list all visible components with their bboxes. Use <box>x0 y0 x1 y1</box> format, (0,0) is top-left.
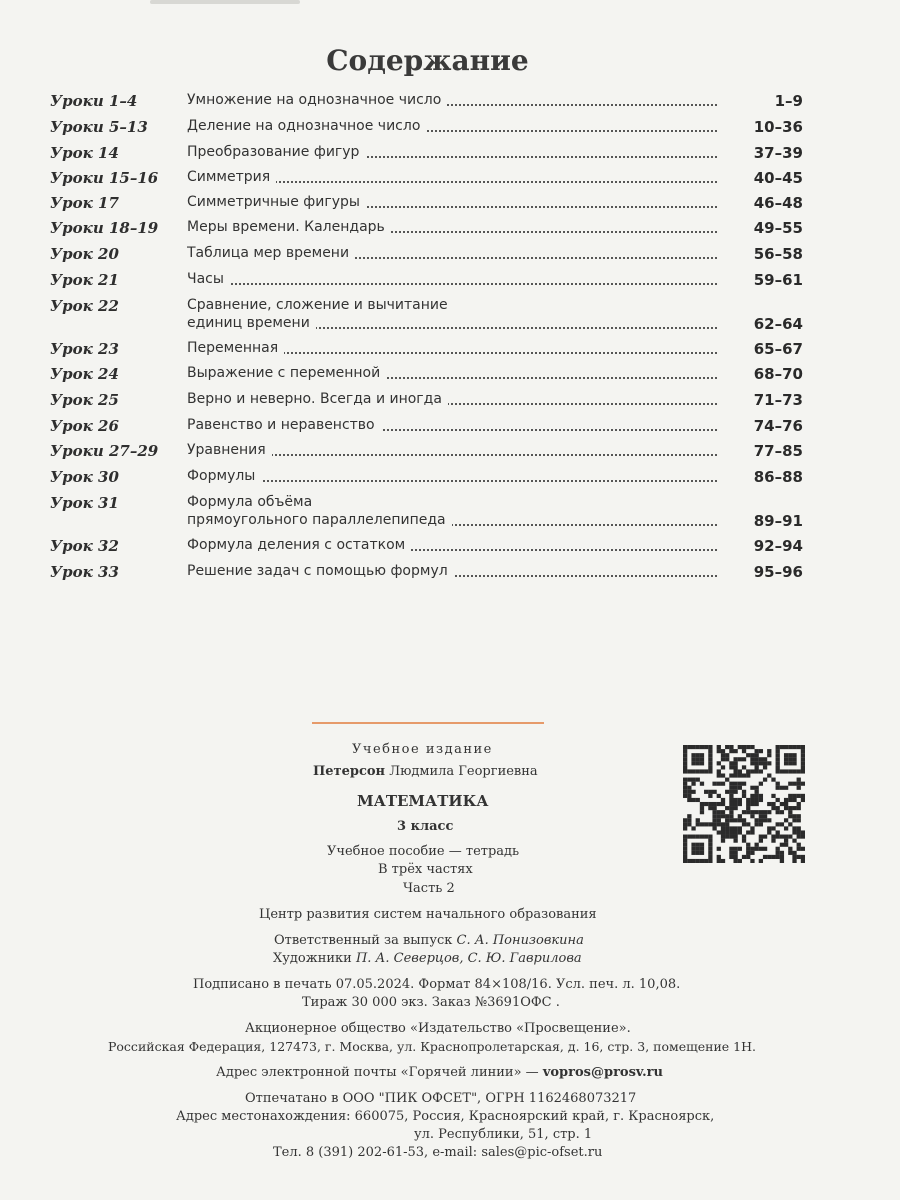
toc-topic <box>187 417 717 434</box>
toc-topic-text: Преобразование фигур <box>187 144 365 160</box>
toc-lesson: Урок 26 <box>50 417 119 435</box>
toc-topic <box>187 194 717 211</box>
toc-topic-text: Симметрия <box>187 169 276 185</box>
toc-topic-text: Часы <box>187 271 230 287</box>
toc-topic <box>187 118 717 135</box>
toc-topic <box>187 219 717 236</box>
hotline-label: Адрес электронной почты «Горячей линии» — <box>216 1065 539 1080</box>
toc-topic <box>187 494 717 529</box>
author <box>313 764 538 779</box>
publisher: Акционерное общество «Издательство «Просвещение». <box>245 1021 631 1036</box>
author-name: Людмила Георгиевна <box>389 764 538 779</box>
toc-pages: 1–9 <box>774 92 803 110</box>
toc-topic-text: Симметричные фигуры <box>187 194 366 210</box>
toc-lesson: Урок 25 <box>50 391 119 409</box>
book-part: Часть 2 <box>403 881 455 896</box>
toc-topic-text: Верно и неверно. Всегда и иногда <box>187 391 448 407</box>
toc-lesson: Урок 30 <box>50 468 119 486</box>
toc-topic-text: Формула деления с остатком <box>187 537 411 553</box>
edition-type: Учебное издание <box>352 742 493 757</box>
toc-pages: 77–85 <box>753 442 803 460</box>
toc-topic <box>187 92 717 109</box>
toc-lesson: Уроки 15–16 <box>50 169 159 187</box>
toc-topic-text: Сравнение, сложение и вычитание <box>187 297 448 313</box>
toc-leader-dots <box>187 283 717 285</box>
print-info: Подписано в печать 07.05.2024. Формат 84×108/16. Усл. печ. л. 10,08. <box>193 977 681 992</box>
responsible-editor <box>274 933 584 948</box>
toc-pages: 74–76 <box>753 417 803 435</box>
toc-topic <box>187 537 717 554</box>
toc-topic <box>187 563 717 580</box>
toc-pages: 92–94 <box>753 537 803 555</box>
printer-address-line-1: Адрес местонахождения: 660075, Россия, Красноярский край, г. Красноярск, <box>176 1109 715 1124</box>
book-subject: МАТЕМАТИКА <box>357 792 489 810</box>
toc-lesson: Уроки 27–29 <box>50 442 159 460</box>
toc-lesson: Урок 32 <box>50 537 119 555</box>
toc-topic-text: Равенство и неравенство <box>187 417 381 433</box>
book-grade: 3 класс <box>397 819 454 834</box>
toc-topic <box>187 365 717 382</box>
toc-lesson: Уроки 5–13 <box>50 118 148 136</box>
toc-pages: 40–45 <box>753 169 803 187</box>
toc-pages: 68–70 <box>753 365 803 383</box>
printer: Отпечатано в ООО "ПИК ОФСЕТ", ОГРН 1162468073217 <box>245 1091 637 1106</box>
toc-topic-text: прямоугольного параллелепипеда <box>187 512 452 528</box>
toc-pages: 62–64 <box>753 315 803 333</box>
printer-address-line-2: ул. Республики, 51, стр. 1 <box>414 1127 593 1142</box>
toc-lesson: Уроки 1–4 <box>50 92 138 110</box>
hotline-email: vopros@prosv.ru <box>542 1065 663 1080</box>
toc-topic-text: Формула объёма <box>187 494 313 510</box>
toc-topic <box>187 144 717 161</box>
publisher-address: Российская Федерация, 127473, г. Москва, ул. Краснопролетарская, д. 16, стр. 3, помещение 1Н. <box>108 1039 756 1054</box>
toc-topic-text: Таблица мер времени <box>187 245 355 261</box>
toc-title: Содержание <box>326 44 529 77</box>
toc-lesson: Урок 24 <box>50 365 119 383</box>
toc-topic <box>187 245 717 262</box>
toc-pages: 10–36 <box>753 118 803 136</box>
toc-lesson: Урок 31 <box>50 494 119 512</box>
toc-lesson: Урок 14 <box>50 144 119 162</box>
toc-topic-text: Формулы <box>187 468 261 484</box>
toc-topic <box>187 169 717 186</box>
toc-pages: 65–67 <box>753 340 803 358</box>
toc-topic <box>187 442 717 459</box>
toc-topic <box>187 468 717 485</box>
toc-topic-text: Выражение с переменной <box>187 365 386 381</box>
toc-topic <box>187 340 717 357</box>
responsible-label: Ответственный за выпуск <box>274 933 453 948</box>
center-name: Центр развития систем начального образования <box>259 907 597 922</box>
qr-code-icon <box>683 745 805 863</box>
book-parts: В трёх частях <box>378 862 473 877</box>
toc-topic-text: Умножение на однозначное число <box>187 92 447 108</box>
toc-pages: 49–55 <box>753 219 803 237</box>
artists-names: П. А. Северцов, С. Ю. Гаврилова <box>355 951 582 966</box>
toc-topic-text: Деление на однозначное число <box>187 118 426 134</box>
divider-line <box>312 722 544 724</box>
printer-contacts: Тел. 8 (391) 202-61-53, e-mail: sales@pic-ofset.ru <box>273 1145 603 1160</box>
run-info: Тираж 30 000 экз. Заказ №3691ОФС . <box>302 995 560 1010</box>
toc-pages: 71–73 <box>753 391 803 409</box>
toc-lesson: Урок 21 <box>50 271 119 289</box>
toc-lesson: Уроки 18–19 <box>50 219 159 237</box>
toc-lesson: Урок 22 <box>50 297 119 315</box>
toc-lesson: Урок 17 <box>50 194 119 212</box>
toc-topic <box>187 297 717 332</box>
toc-pages: 86–88 <box>753 468 803 486</box>
toc-pages: 89–91 <box>753 512 803 530</box>
responsible-name: С. А. Понизовкина <box>456 933 584 948</box>
toc-topic-text: Решение задач с помощью формул <box>187 563 454 579</box>
toc-pages: 56–58 <box>753 245 803 263</box>
hotline <box>216 1065 663 1080</box>
toc-topic <box>187 391 717 408</box>
author-surname: Петерсон <box>313 764 386 779</box>
toc-topic-text: Переменная <box>187 340 284 356</box>
toc-topic-text: Уравнения <box>187 442 272 458</box>
toc-lesson: Урок 20 <box>50 245 119 263</box>
toc-pages: 95–96 <box>753 563 803 581</box>
book-type: Учебное пособие — тетрадь <box>327 844 520 859</box>
artists <box>273 951 582 966</box>
toc-topic <box>187 271 717 288</box>
toc-lesson: Урок 23 <box>50 340 119 358</box>
top-edge-mark <box>150 0 300 4</box>
toc-pages: 37–39 <box>753 144 803 162</box>
toc-leader-dots <box>187 480 717 482</box>
toc-topic-text: Меры времени. Календарь <box>187 219 391 235</box>
toc-pages: 59–61 <box>753 271 803 289</box>
toc-pages: 46–48 <box>753 194 803 212</box>
toc-lesson: Урок 33 <box>50 563 119 581</box>
toc-topic-text: единиц времени <box>187 315 316 331</box>
artists-label: Художники <box>273 951 352 966</box>
